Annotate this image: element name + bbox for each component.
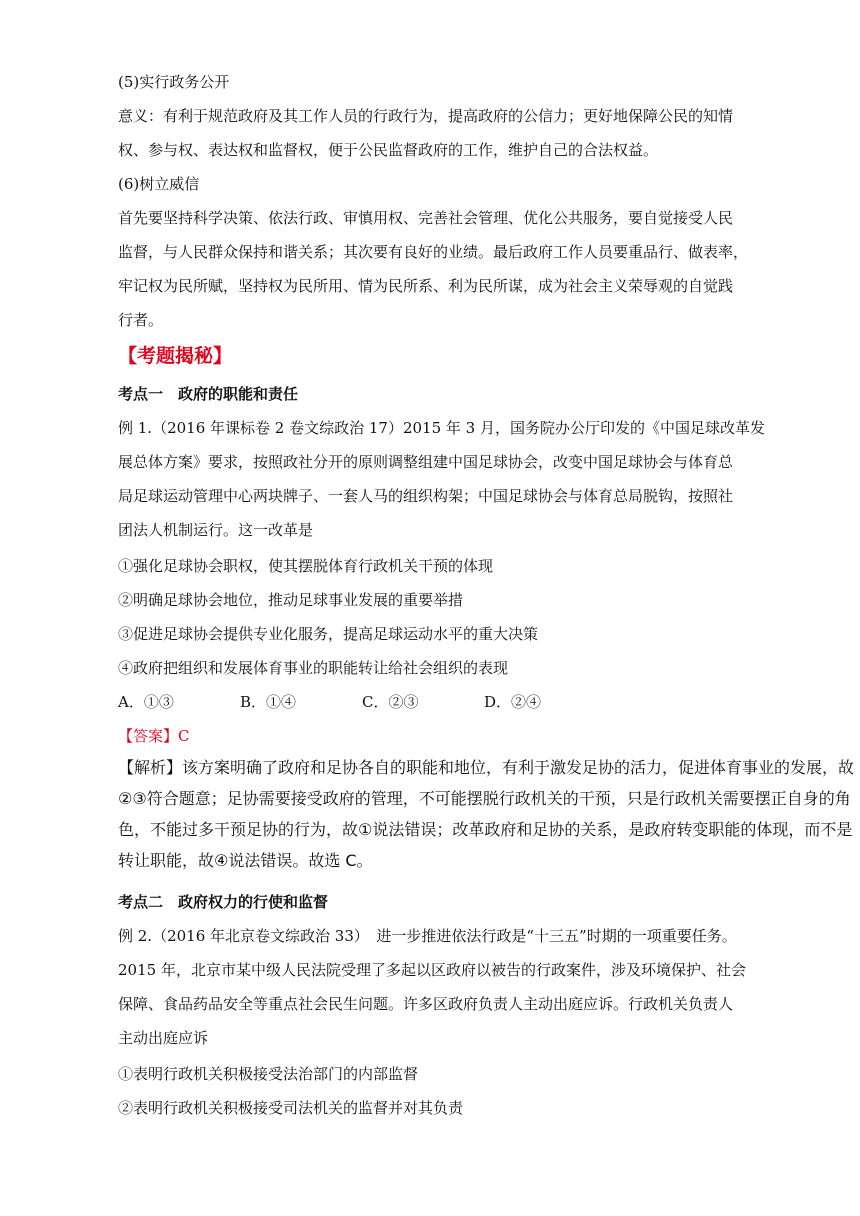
point2-question-line-4: 主动出庭应诉: [118, 1029, 209, 1047]
point1-choice-4: ④政府把组织和发展体育事业的职能转让给社会组织的表现: [118, 659, 509, 677]
point2-choice-1: ①表明行政机关积极接受法治部门的内部监督: [118, 1065, 419, 1083]
point1-analysis-line-1: 【解析】该方案明确了政府和足协各自的职能和地位，有利于激发足协的活力，促进体育事业的发展，故: [118, 758, 855, 777]
section5-line-2: 权、参与权、表达权和监督权，便于公民监督政府的工作，维护自己的合法权益。: [118, 141, 659, 159]
point1-analysis-line-4: 转让职能，故④说法错误。故选 C。: [118, 851, 373, 870]
point1-choice-1: ①强化足球协会职权，使其摆脱体育行政机关干预的体现: [118, 557, 494, 575]
exam-section-title: 【考题揭秘】: [118, 345, 233, 367]
point1-question-line-1: 例 1.（2016 年课标卷 2 卷文综政治 17）2015 年 3 月，国务院办公厅印发的《中国足球改革发: [118, 419, 765, 437]
section6-line-2: 监督，与人民群众保持和谐关系；其次要有良好的业绩。最后政府工作人员要重品行、做表率，: [118, 243, 749, 261]
point1-title: 考点一 政府的职能和责任: [118, 385, 299, 403]
point1-analysis-line-3: 色，不能过多干预足协的行为，故①说法错误；改革政府和足协的关系，是政府转变职能的体现，而不是: [118, 820, 853, 839]
option-d: D．②④: [484, 693, 542, 711]
section6-line-4: 行者。: [118, 311, 164, 329]
point2-title: 考点二 政府权力的行使和监督: [118, 893, 329, 911]
point1-answer: 【答案】C: [118, 727, 190, 745]
point1-analysis-line-2: ②③符合题意；足协需要接受政府的管理，不可能摆脱行政机关的干预，只是行政机关需要摆正自身的角: [118, 789, 851, 808]
point1-question-line-2: 展总体方案》要求，按照政社分开的原则调整组建中国足球协会，改变中国足球协会与体育总: [118, 453, 734, 471]
point2-question-line-1: 例 2.（2016 年北京卷文综政治 33） 进一步推进依法行政是“十三五”时期的一项重要任务。: [118, 927, 737, 945]
point1-question-line-4: 团法人机制运行。这一改革是: [118, 521, 314, 539]
point1-choice-3: ③促进足球协会提供专业化服务，提高足球运动水平的重大决策: [118, 625, 539, 643]
section5-heading: (5)实行政务公开: [118, 73, 230, 91]
point1-options: [118, 692, 818, 712]
section6-line-3: 牢记权为民所赋，坚持权为民所用、情为民所系、利为民所谋，成为社会主义荣辱观的自觉践: [118, 277, 734, 295]
section5-line-1: 意义：有利于规范政府及其工作人员的行政行为，提高政府的公信力；更好地保障公民的知情: [118, 107, 734, 125]
option-a: A．①③: [118, 693, 174, 711]
point1-choice-2: ②明确足球协会地位，推动足球事业发展的重要举措: [118, 591, 464, 609]
point2-choice-2: ②表明行政机关积极接受司法机关的监督并对其负责: [118, 1099, 464, 1117]
section6-heading: (6)树立威信: [118, 175, 200, 193]
option-c: C．②③: [362, 693, 419, 711]
point2-question-line-3: 保障、食品药品安全等重点社会民生问题。许多区政府负责人主动出庭应诉。行政机关负责人: [118, 995, 734, 1013]
option-b: B．①④: [240, 693, 297, 711]
point2-question-line-2: 2015 年，北京市某中级人民法院受理了多起以区政府以被告的行政案件，涉及环境保护、社会: [118, 961, 746, 979]
point1-question-line-3: 局足球运动管理中心两块牌子、一套人马的组织构架；中国足球协会与体育总局脱钩，按照社: [118, 487, 734, 505]
section6-line-1: 首先要坚持科学决策、依法行政、审慎用权、完善社会管理、优化公共服务，要自觉接受人民: [118, 209, 734, 227]
